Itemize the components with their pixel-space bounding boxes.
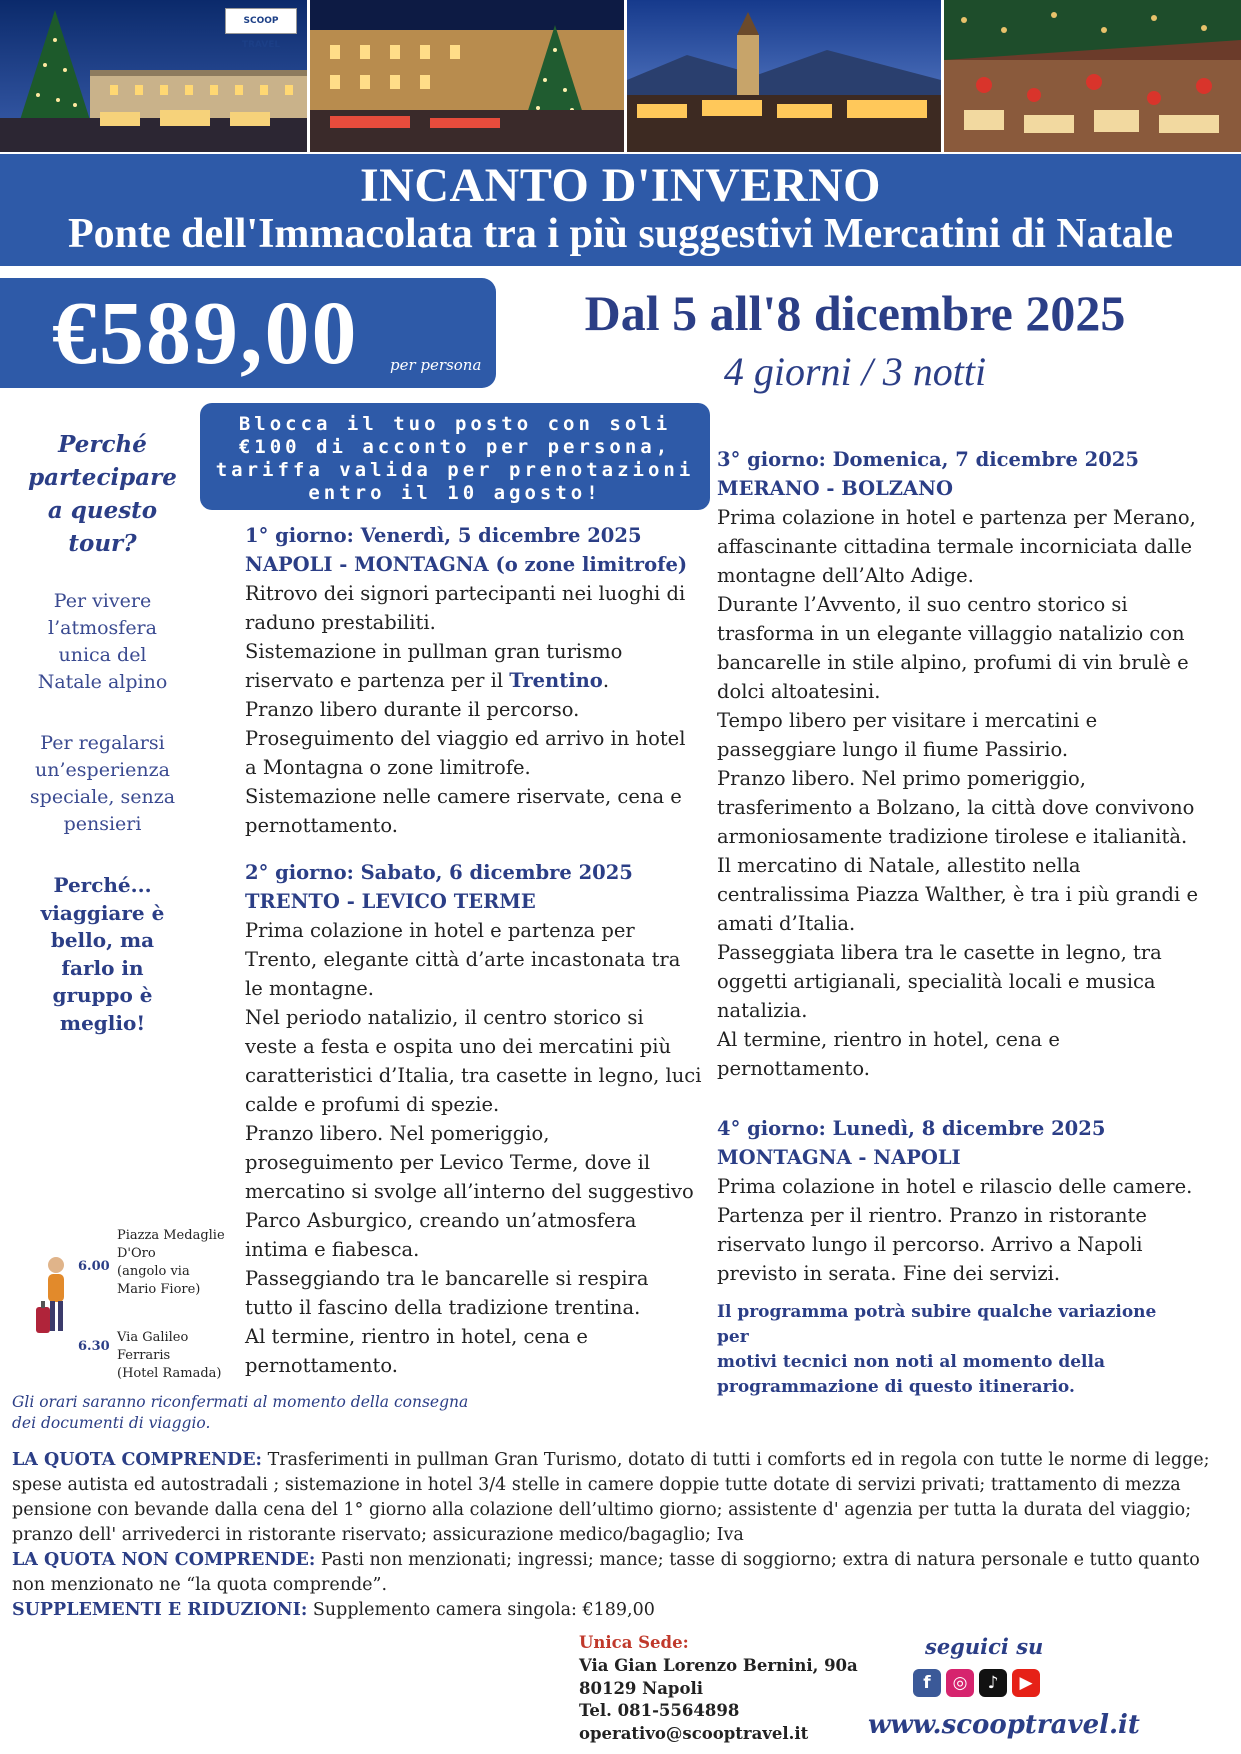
day3-line: Passeggiata libera tra le casette in legno, tra [717,941,1162,964]
day4-section [717,1114,1217,1288]
why-line: farlo in [61,955,144,980]
day2-line: pernottamento. [245,1354,398,1377]
departure-time-2: 6.30 [78,1339,110,1354]
instagram-icon[interactable]: ◎ [946,1669,974,1697]
day4-line: riservato lungo il percorso. Arrivo a Napoli [717,1233,1143,1256]
quota-excludes-line: non menzionato ne “la quota comprende”. [12,1575,388,1595]
departure-place-line: Via Galileo [117,1330,189,1345]
quota-excludes-line: Pasti non menzionati; ingressi; mance; tasse di soggiorno; extra di natura personale e tutto quanto [315,1550,1200,1570]
times-confirmation-note [12,1392,482,1434]
address-line: Via Gian Lorenzo Bernini, 90a [579,1655,858,1675]
phone-number[interactable]: Tel. 081-5564898 [579,1701,740,1721]
quota-section [12,1448,1222,1623]
day2-route: TRENTO - LEVICO TERME [245,890,536,913]
website-link[interactable]: www.scooptravel.it [868,1710,1140,1740]
why-line: speciale, senza [29,786,176,808]
day2-heading: 2° giorno: Sabato, 6 dicembre 2025 [245,861,633,884]
day1-heading: 1° giorno: Venerdì, 5 dicembre 2025 [245,524,642,547]
day2-line: proseguimento per Levico Terme, dove il [245,1151,651,1174]
day3-line: dolci altoatesini. [717,680,881,703]
why-line: pensieri [63,813,142,835]
traveler-icon [34,1255,74,1345]
day1-line: Sistemazione nelle camere riservate, cena e [245,785,682,808]
day4-route: MONTAGNA - NAPOLI [717,1146,961,1169]
why-group-travel [20,872,185,1037]
price-per-person: per persona [390,356,482,374]
day3-line: Pranzo libero. Nel primo pomeriggio, [717,767,1086,790]
day1-highlight-suffix: . [602,669,610,692]
day3-line: trasferimento a Bolzano, la città dove convivono [717,796,1195,819]
why-title-line: partecipare [28,464,177,491]
day4-line: previsto in serata. Fine dei servizi. [717,1262,1061,1285]
day1-highlight: Trentino [509,669,603,692]
day2-line: Nel periodo natalizio, il centro storico si [245,1006,644,1029]
departure-place-1 [117,1227,225,1299]
day2-line: Prima colazione in hotel e partenza per [245,919,635,942]
confirm-line: Gli orari saranno riconfermati al momento della consegna [12,1393,469,1411]
why-line: Per regalarsi [40,732,165,754]
departure-place-line: Mario Fiore) [117,1282,201,1297]
tour-title: INCANTO D'INVERNO [359,159,881,212]
why-reason-experience [20,730,185,838]
day1-route: NAPOLI - MONTAGNA (o zone limitrofe) [245,553,688,576]
day3-line: pernottamento. [717,1057,870,1080]
day1-line: raduno prestabiliti. [245,611,436,634]
quota-includes-line: pensione con bevande dalla cena del 1° giorno alla colazione dell’ultimo giorno; assistente d' agenzia per tutta la durata del viaggio; [12,1500,1192,1520]
address-line: 80129 Napoli [579,1678,703,1698]
note-line: programmazione di questo itinerario. [717,1377,1075,1397]
quota-includes-line: Trasferimenti in pullman Gran Turismo, dotato di tutti i comforts ed in regola con tutte le norme di legge; [262,1450,1210,1470]
day3-line: bancarelle in stile alpino, profumi di vin brulè e [717,651,1189,674]
departure-place-line: (angolo via [117,1264,190,1279]
day3-line: affascinante cittadina termale incorniciata dalle [717,535,1193,558]
tour-subtitle: Ponte dell'Immacolata tra i più suggestivi Mercatini di Natale [67,211,1174,257]
day2-section [245,858,725,1380]
day2-line: intima e fiabesca. [245,1238,420,1261]
day3-heading: 3° giorno: Domenica, 7 dicembre 2025 [717,448,1139,471]
deposit-offer-box [200,403,710,510]
photo-market-stall-decorations [944,0,1241,152]
deposit-line: entro il 10 agosto! [308,482,602,504]
day3-line: Durante l’Avvento, il suo centro storico si [717,593,1128,616]
quota-supplements-text: Supplemento camera singola: €189,00 [307,1600,655,1620]
travel-dates: Dal 5 all'8 dicembre 2025 [584,285,1126,341]
day2-line: mercatino si svolge all’interno del suggestivo [245,1180,694,1203]
note-line: Il programma potrà subire qualche variazione per [717,1302,1157,1347]
day3-line: trasforma in un elegante villaggio natalizio con [717,622,1185,645]
day3-route: MERANO - BOLZANO [717,477,953,500]
day3-line: Prima colazione in hotel e partenza per Merano, [717,506,1196,529]
why-reason-alpine [20,588,185,696]
day1-section [245,521,725,840]
day2-line: Al termine, rientro in hotel, cena e [245,1325,588,1348]
why-line: gruppo è [52,983,153,1007]
day3-line: montagne dell’Alto Adige. [717,564,974,587]
scoop-travel-logo: SCOOP TRAVEL [225,8,297,34]
day3-line: Al termine, rientro in hotel, cena e [717,1028,1060,1051]
quota-excludes-label: LA QUOTA NON COMPRENDE: [12,1550,316,1570]
quota-excludes [12,1548,1222,1573]
departure-time-1: 6.00 [78,1259,110,1274]
day3-line: amati d’Italia. [717,912,856,935]
day3-line: armoniosamente tradizione tirolese e italianità. [717,825,1188,848]
day1-line: Sistemazione in pullman gran turismo [245,640,623,663]
departure-place-line: D'Oro [117,1246,156,1261]
why-line: meglio! [59,1010,146,1035]
deposit-line: €100 di acconto per persona, [238,436,672,458]
day3-line: Il mercatino di Natale, allestito nella [717,854,1081,877]
day3-line: centralissima Piazza Walther, è tra i più grandi e [717,883,1198,906]
deposit-line: Blocca il tuo posto con soli [238,413,672,435]
note-line: motivi tecnici non noti al momento della [717,1352,1105,1372]
departure-place-line: (Hotel Ramada) [117,1366,222,1381]
quota-supplements-label: SUPPLEMENTI E RIDUZIONI: [12,1600,308,1620]
why-line: Perché... [53,873,152,897]
day2-line: Pranzo libero. Nel pomeriggio, [245,1122,550,1145]
day1-line-trentino [245,666,725,695]
day1-line: Pranzo libero durante il percorso. [245,698,580,721]
day1-line: Ritrovo dei signori partecipanti nei luoghi di [245,582,686,605]
why-line: bello, ma [50,928,155,952]
follow-us-label: seguici su [925,1634,1044,1659]
why-line: Per vivere [53,590,152,612]
departure-place-2 [117,1329,222,1383]
day1-line: pernottamento. [245,814,398,837]
price-box [0,278,496,388]
day4-line: Prima colazione in hotel e rilascio delle camere. [717,1175,1193,1198]
quota-includes [12,1448,1222,1473]
why-title-line: a questo [47,497,158,524]
program-change-note [717,1300,1187,1400]
day1-line: a Montagna o zone limitrofe. [245,756,531,779]
day3-line: natalizia. [717,999,808,1022]
agency-address-block [579,1632,858,1746]
departure-place-line: Ferraris [117,1348,171,1363]
day1-line: Proseguimento del viaggio ed arrivo in hotel [245,727,686,750]
day3-line: passeggiare lungo il fiume Passirio. [717,738,1069,761]
day2-line: caratteristici d’Italia, tra casette in legno, luci [245,1064,702,1087]
youtube-icon[interactable]: ▶ [1012,1669,1040,1697]
why-line: l’atmosfera [48,617,157,639]
sede-label: Unica Sede: [579,1633,689,1652]
day2-line: Parco Asburgico, creando un’atmosfera [245,1209,637,1232]
day4-line: Partenza per il rientro. Pranzo in ristorante [717,1204,1147,1227]
day2-line: tutto il fascino della tradizione trentina. [245,1296,641,1319]
why-line: viaggiare è [40,900,165,925]
day2-line: le montagne. [245,977,375,1000]
tiktok-icon[interactable]: ♪ [979,1669,1007,1697]
title-band [0,154,1241,266]
price-amount: €589,00 [52,284,359,383]
why-title-line: Perché [58,431,147,458]
why-line: un’esperienza [35,759,170,781]
facebook-icon[interactable]: f [913,1669,941,1697]
why-line: Natale alpino [37,671,168,693]
why-line: unica del [58,644,147,666]
day2-line: Trento, elegante città d’arte incastonata tra [245,948,681,971]
quota-includes-line: pranzo dell' arrivederci in ristorante riservato; assicurazione medico/bagaglio; Iva [12,1525,744,1545]
why-title [20,428,185,560]
why-title-line: tour? [68,530,137,557]
quota-includes-label: LA QUOTA COMPRENDE: [12,1450,263,1470]
day3-section [717,445,1217,1083]
travel-duration: 4 giorni / 3 notti [723,349,987,394]
email-link[interactable]: operativo@scooptravel.it [579,1724,809,1744]
day3-line: Tempo libero per visitare i mercatini e [717,709,1098,732]
day4-heading: 4° giorno: Lunedì, 8 dicembre 2025 [717,1117,1106,1140]
quota-includes-line: spese autista ed autostradali ; sistemazione in hotel 3/4 stelle in camere doppie tutte dotate di servizi privati; trattamento di mezza [12,1475,1181,1495]
photo-merano-church-dusk [627,0,941,152]
day2-line: Passeggiando tra le bancarelle si respira [245,1267,649,1290]
social-icons [913,1669,1040,1697]
day2-line: calde e profumi di spezie. [245,1093,500,1116]
day2-line: veste a festa e ospita uno dei mercatini più [245,1035,672,1058]
departure-place-line: Piazza Medaglie [117,1228,225,1243]
deposit-line: tariffa valida per prenotazioni [215,459,695,481]
quota-supplements [12,1598,1222,1623]
day3-line: oggetti artigianali, specialità locali e musica [717,970,1156,993]
photo-bolzano-square-night [310,0,624,152]
confirm-line: dei documenti di viaggio. [12,1414,211,1432]
day1-line: riservato e partenza per il [245,669,510,692]
